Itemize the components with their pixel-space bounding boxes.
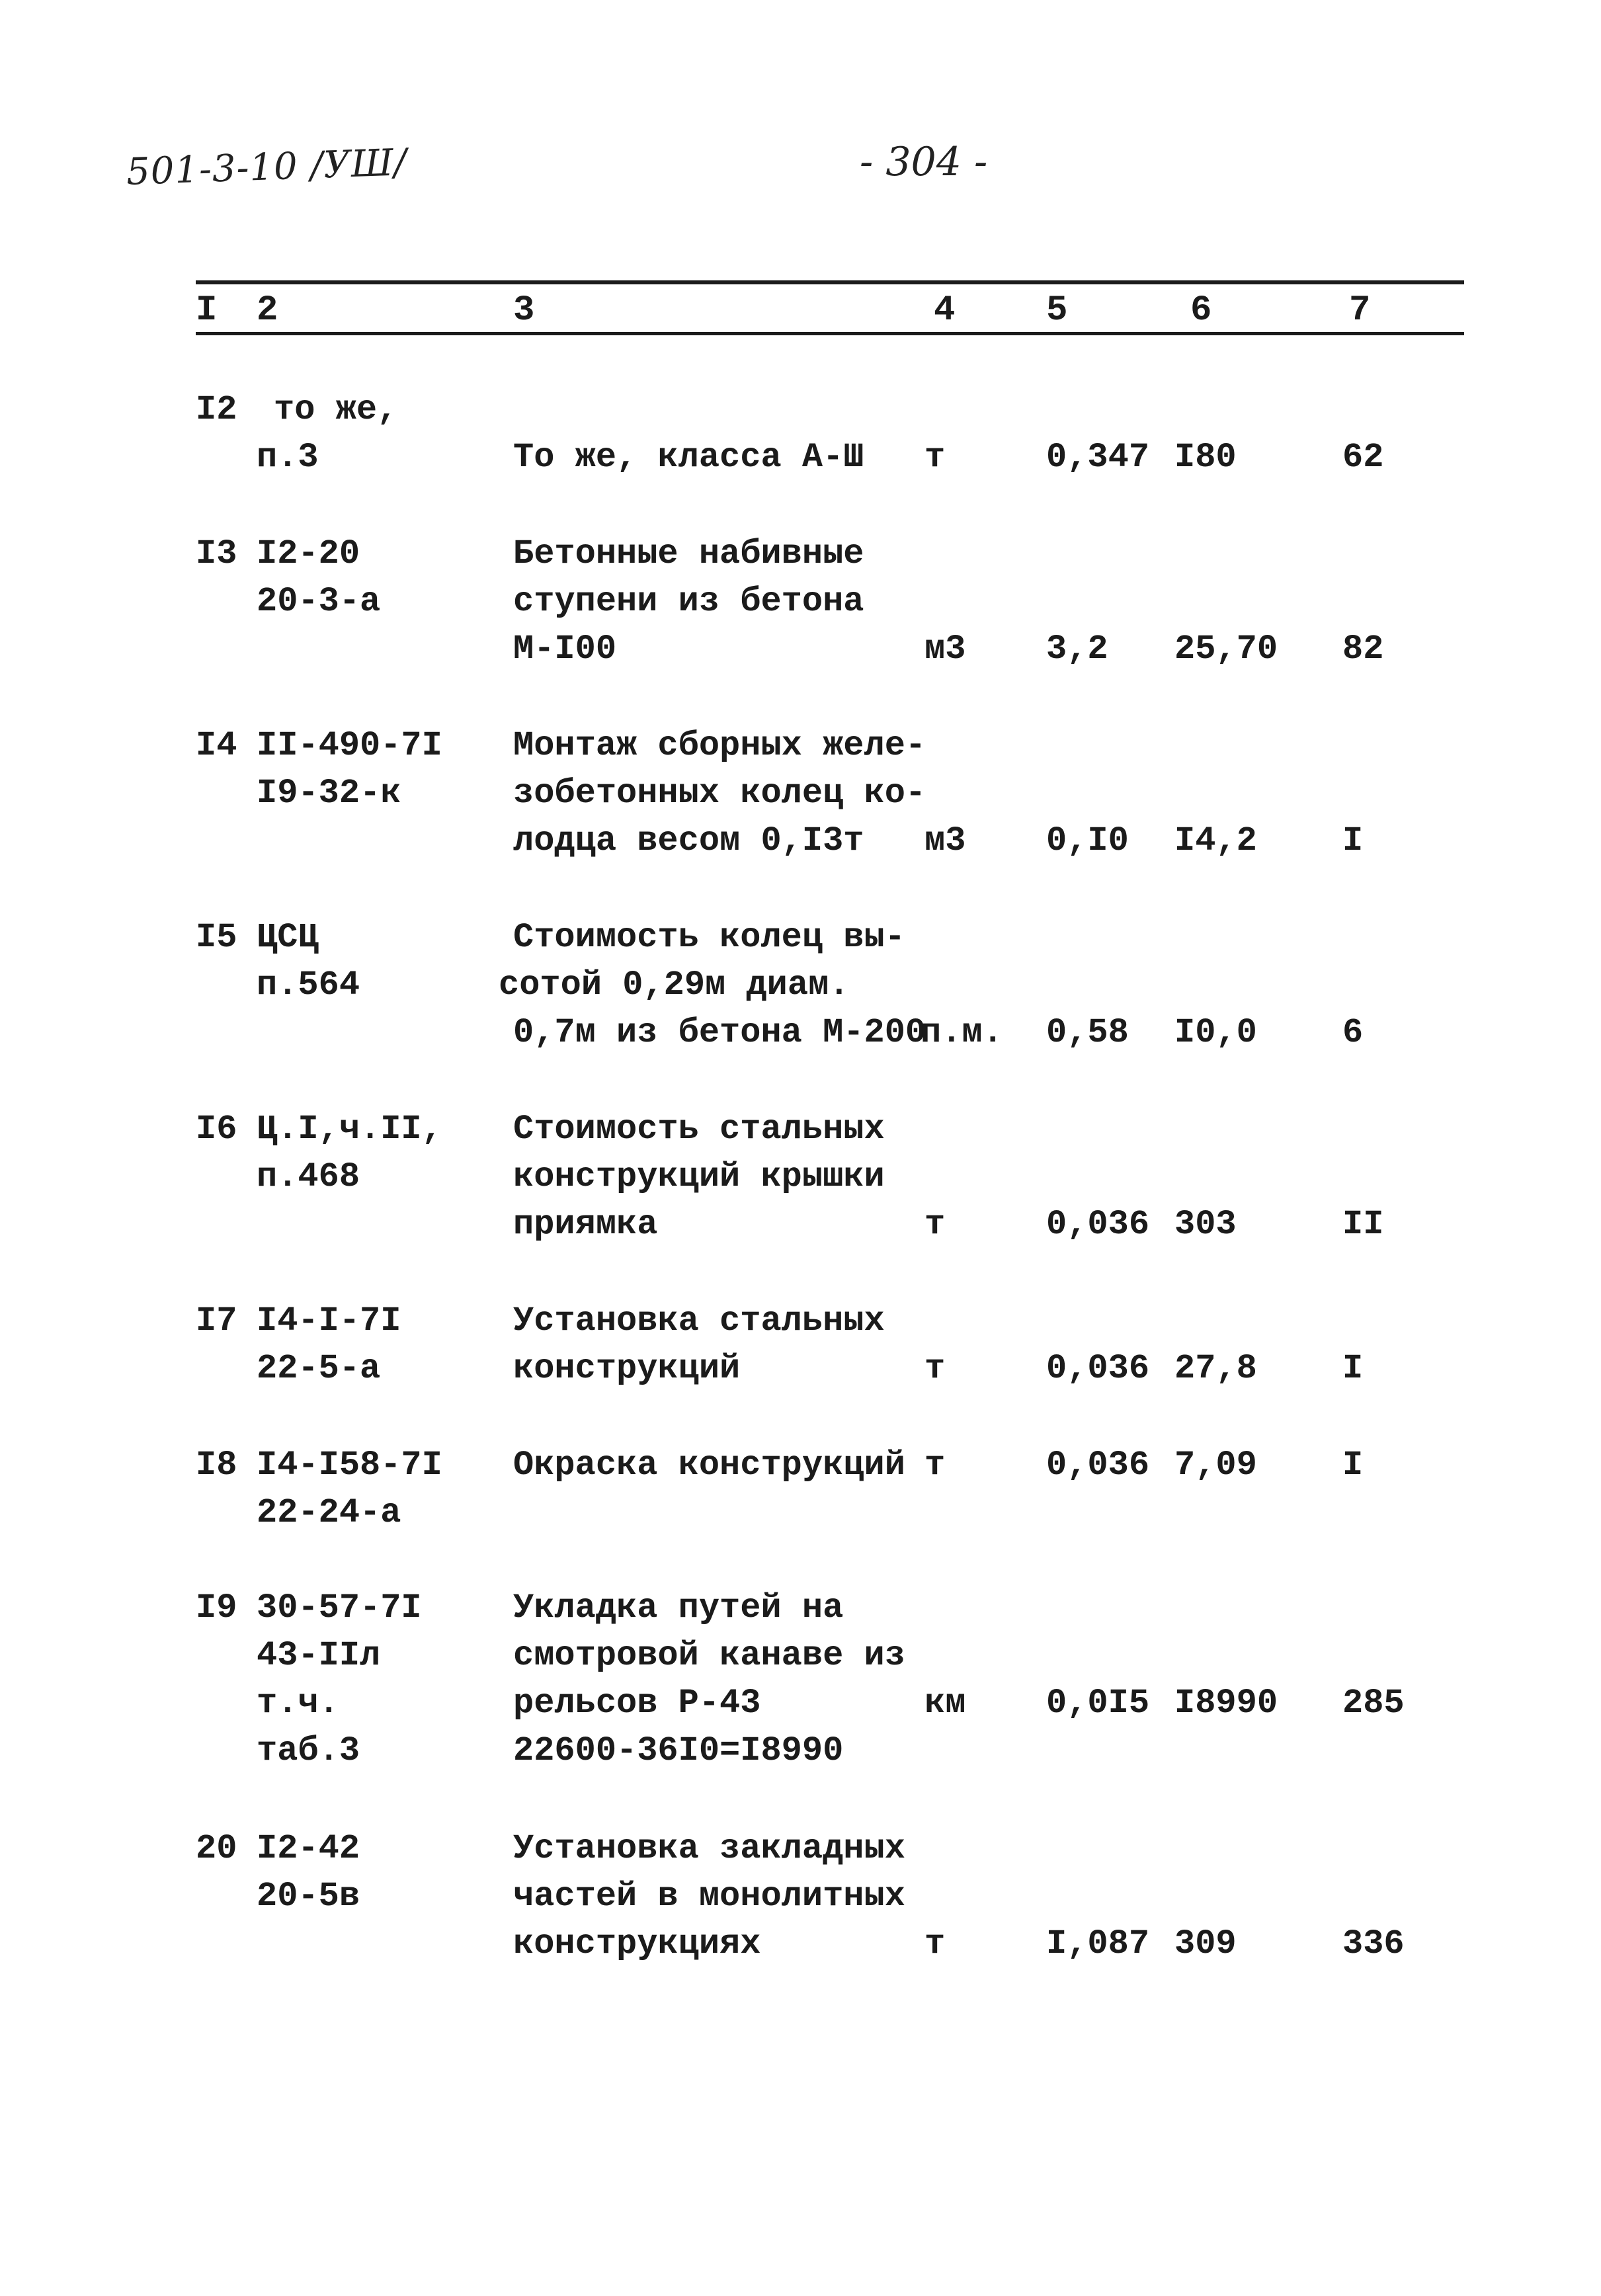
table-row	[0, 1825, 1601, 1963]
total-cost: 285	[1342, 1684, 1405, 1723]
row-number: 20	[196, 1829, 237, 1868]
quantity: 0,0I5	[1046, 1684, 1150, 1723]
work-description	[513, 1825, 905, 1968]
document-code: 501-3-10 /УШ/	[126, 141, 408, 194]
work-description	[513, 1442, 905, 1489]
work-description	[499, 914, 926, 1057]
norm-code-line: I4-I58-7I	[257, 1446, 442, 1485]
unit: м3	[924, 630, 966, 669]
norm-code	[257, 914, 360, 1009]
norm-code-line: Ц.I,ч.II,	[257, 1110, 442, 1149]
quantity: 0,036	[1046, 1446, 1150, 1485]
description-line: Монтаж сборных желе-	[513, 726, 926, 765]
column-header-1: I	[196, 290, 218, 331]
description-line: 22600-36I0=I8990	[513, 1731, 844, 1770]
work-description	[513, 530, 864, 673]
norm-code-line: ЦСЦ	[257, 918, 319, 957]
row-number: I3	[196, 534, 237, 573]
description-line: Установка закладных	[513, 1829, 905, 1868]
norm-code	[257, 530, 380, 626]
norm-code	[257, 1297, 401, 1393]
description-line: Бетонные набивные	[513, 534, 864, 573]
row-number: I2	[196, 390, 237, 429]
table-row	[0, 722, 1601, 860]
norm-code-line: I9-32-к	[257, 774, 401, 813]
table-row	[0, 1297, 1601, 1388]
norm-code-line: 20-3-а	[257, 582, 381, 621]
unit: т	[924, 1205, 946, 1244]
unit-price: 27,8	[1174, 1349, 1257, 1388]
row-number: I4	[196, 726, 237, 765]
description-line: 0,7м из бетона М-200	[513, 1013, 926, 1052]
norm-code-line: I4-I-7I	[257, 1301, 401, 1340]
unit-price: 309	[1174, 1924, 1237, 1963]
description-line: То же, класса А-Ш	[513, 438, 864, 477]
norm-code-line: 30-57-7I	[257, 1588, 422, 1627]
column-header-3: 3	[513, 290, 535, 331]
description-line: конструкций	[513, 1349, 741, 1388]
column-header-5: 5	[1046, 290, 1068, 331]
norm-code	[257, 1825, 360, 1920]
unit-price: I4,2	[1174, 821, 1257, 860]
norm-code	[257, 1442, 442, 1537]
table-row	[0, 530, 1601, 669]
unit: т	[924, 438, 946, 477]
quantity: 0,347	[1046, 438, 1150, 477]
norm-code-line: I2-42	[257, 1829, 360, 1868]
description-line: Установка стальных	[513, 1301, 885, 1340]
column-header-4: 4	[934, 290, 956, 331]
column-header-2: 2	[257, 290, 278, 331]
quantity: I,087	[1046, 1924, 1150, 1963]
row-number: I5	[196, 918, 237, 957]
description-line: сотой 0,29м диам.	[499, 965, 850, 1004]
description-line: приямка	[513, 1205, 658, 1244]
description-line: смотровой канаве из	[513, 1636, 905, 1675]
norm-code-line: таб.3	[257, 1731, 360, 1770]
unit: п.м.	[921, 1013, 1003, 1052]
quantity: 0,I0	[1046, 821, 1129, 860]
work-description	[513, 1584, 905, 1775]
quantity: 0,036	[1046, 1205, 1150, 1244]
total-cost: I	[1342, 1446, 1364, 1485]
norm-code-line: т.ч.	[257, 1684, 339, 1723]
row-number: I6	[196, 1110, 237, 1149]
unit-price: 7,09	[1174, 1446, 1257, 1485]
unit-price: 25,70	[1174, 630, 1278, 669]
unit: т	[924, 1446, 946, 1485]
table-row	[0, 1106, 1601, 1244]
column-header-7: 7	[1349, 290, 1371, 331]
table-row	[0, 386, 1601, 477]
description-line: рельсов Р-43	[513, 1684, 761, 1723]
row-number: I9	[196, 1588, 237, 1627]
description-line: ступени из бетона	[513, 582, 864, 621]
unit-price: 303	[1174, 1205, 1237, 1244]
description-line: Окраска конструкций	[513, 1446, 905, 1485]
total-cost: 82	[1342, 630, 1384, 669]
work-description	[513, 434, 864, 481]
norm-code-line: п.468	[257, 1157, 360, 1196]
row-number: I7	[196, 1301, 237, 1340]
norm-code-line: II-490-7I	[257, 726, 442, 765]
unit-price: I0,0	[1174, 1013, 1257, 1052]
description-line: частей в монолитных	[513, 1877, 905, 1916]
column-header-6: 6	[1190, 290, 1212, 331]
unit: т	[924, 1924, 946, 1963]
unit: т	[924, 1349, 946, 1388]
table-row	[0, 914, 1601, 1052]
norm-code-line: I2-20	[257, 534, 360, 573]
table-row	[0, 1584, 1601, 1770]
norm-code	[257, 1106, 442, 1201]
unit: км	[924, 1684, 966, 1723]
description-line: зобетонных колец ко-	[513, 774, 926, 813]
unit-price: I80	[1174, 438, 1237, 477]
norm-code-line: 22-24-а	[257, 1493, 401, 1532]
norm-code	[257, 386, 397, 481]
work-description	[513, 1106, 885, 1249]
quantity: 0,58	[1046, 1013, 1129, 1052]
description-line: Стоимость стальных	[513, 1110, 885, 1149]
norm-code-line: п.564	[257, 965, 360, 1004]
description-line: Стоимость колец вы-	[513, 918, 905, 957]
norm-code-line: п.3	[257, 438, 319, 477]
norm-code-line: то же,	[274, 390, 398, 429]
description-line: конструкций крышки	[513, 1157, 885, 1196]
norm-code-line: 43-IIл	[257, 1636, 381, 1675]
unit-price: I8990	[1174, 1684, 1278, 1723]
total-cost: I	[1342, 1349, 1364, 1388]
page-number: - 304 -	[860, 139, 988, 185]
total-cost: 6	[1342, 1013, 1364, 1052]
quantity: 3,2	[1046, 630, 1108, 669]
norm-code-line: 20-5в	[257, 1877, 360, 1916]
norm-code	[257, 1584, 422, 1775]
quantity: 0,036	[1046, 1349, 1150, 1388]
norm-code-line: 22-5-а	[257, 1349, 381, 1388]
work-description	[513, 1297, 885, 1393]
table-header-rule	[196, 332, 1464, 335]
table-row	[0, 1442, 1601, 1532]
norm-code	[257, 722, 442, 817]
work-description	[513, 722, 926, 865]
unit: м3	[924, 821, 966, 860]
description-line: М-I00	[513, 630, 617, 669]
total-cost: 62	[1342, 438, 1384, 477]
total-cost: 336	[1342, 1924, 1405, 1963]
description-line: Укладка путей на	[513, 1588, 844, 1627]
total-cost: I	[1342, 821, 1364, 860]
description-line: лодца весом 0,I3т	[513, 821, 864, 860]
total-cost: II	[1342, 1205, 1384, 1244]
row-number: I8	[196, 1446, 237, 1485]
table-top-rule	[196, 280, 1464, 284]
description-line: конструкциях	[513, 1924, 761, 1963]
